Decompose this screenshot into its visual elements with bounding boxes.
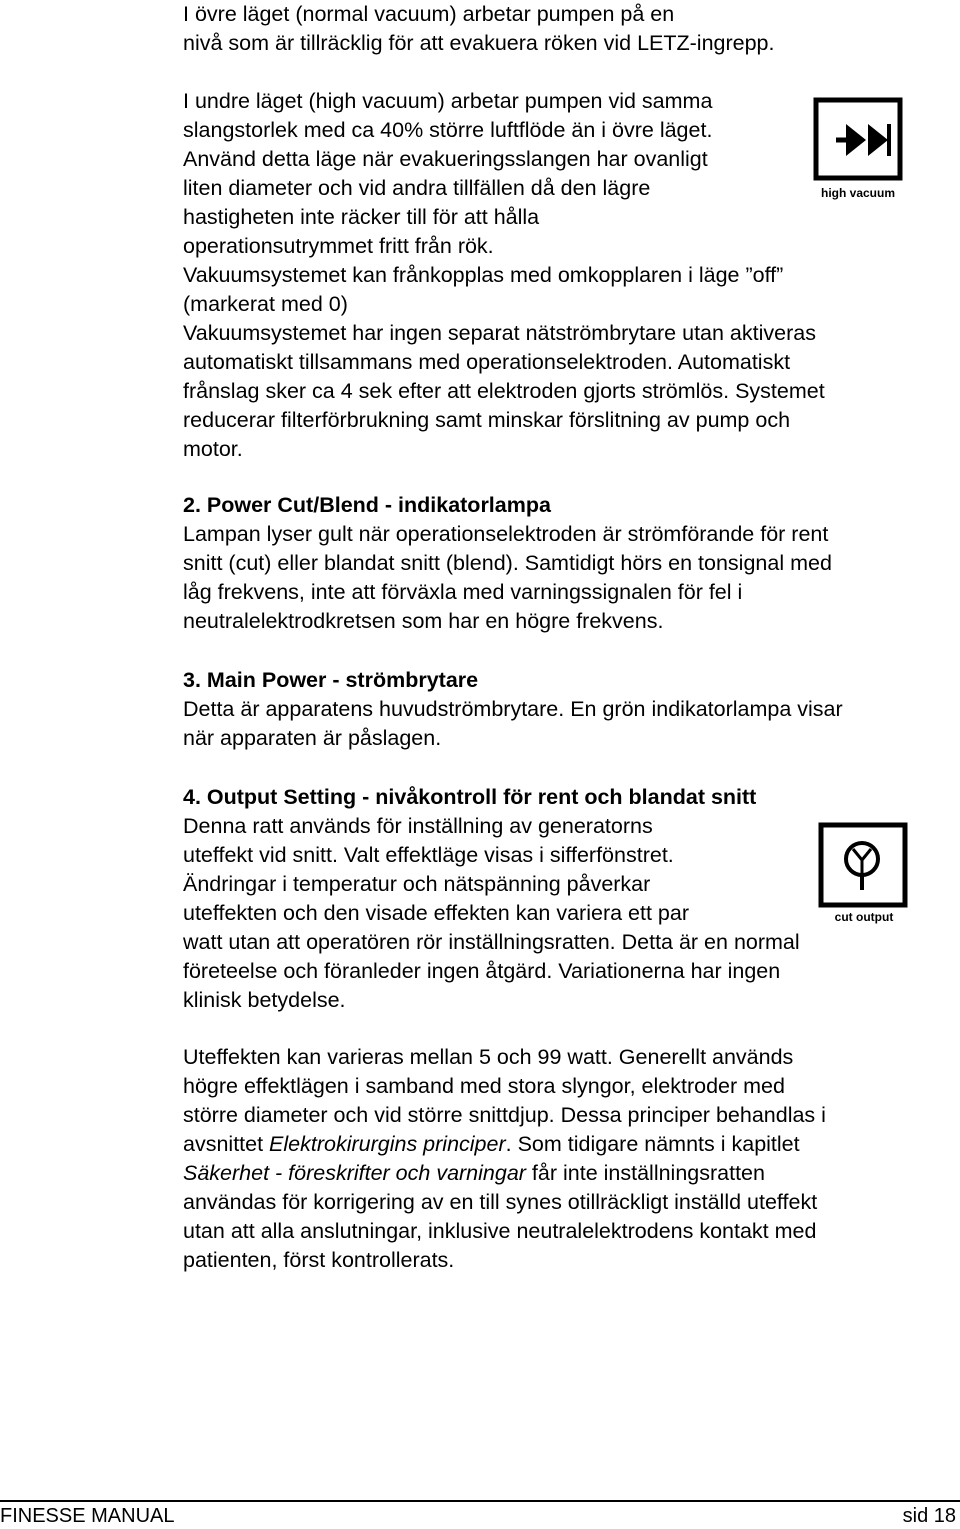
text-line: uteffekten och den visade effekten kan variera ett par	[183, 901, 689, 925]
text-line: Lampan lyser gult när operationselektroden är strömförande för rent	[183, 522, 829, 546]
vacuum-description	[183, 0, 825, 464]
text-line: användas för korrigering av en till synes otillräckligt inställd uteffekt	[183, 1190, 818, 1214]
high-vacuum-icon	[812, 96, 904, 209]
text-line: klinisk betydelse.	[183, 988, 346, 1012]
text-line: motor.	[183, 437, 243, 461]
high-vacuum-label: high vacuum	[820, 186, 896, 200]
section-heading: 3. Main Power - strömbrytare	[183, 668, 479, 692]
text-line: I undre läget (high vacuum) arbetar pumpen vid samma	[183, 89, 713, 113]
text-line: neutralelektrodkretsen som har en högre frekvens.	[183, 609, 664, 633]
text-line: patienten, först kontrollerats.	[183, 1248, 455, 1272]
chapter-reference: Säkerhet - föreskrifter och varningar	[183, 1161, 526, 1185]
footer-title: FINESSE MANUAL	[0, 1505, 175, 1527]
text-line: uteffekt vid snitt. Valt effektläge visas i sifferfönstret.	[183, 843, 674, 867]
text-line: Använd detta läge när evakueringsslangen har ovanligt	[183, 147, 708, 171]
text-line: I övre läget (normal vacuum) arbetar pumpen på en	[183, 2, 675, 26]
text-line: slangstorlek med ca 40% större luftflöde än i övre läget.	[183, 118, 713, 142]
text-line: Vakuumsystemet kan frånkopplas med omkopplaren i läge ”off”	[183, 263, 784, 287]
text-line: operationsutrymmet fritt från rök.	[183, 234, 494, 258]
text-line	[183, 58, 825, 87]
section-heading: 2. Power Cut/Blend - indikatorlampa	[183, 493, 551, 517]
text-segment: . Som tidigare nämnts i kapitlet	[505, 1132, 800, 1156]
text-line	[183, 1130, 826, 1159]
cut-output-icon	[818, 822, 910, 931]
text-line: watt utan att operatören rör inställningsratten. Detta är en normal	[183, 930, 800, 954]
text-line: låg frekvens, inte att förväxla med varningssignalen för fel i	[183, 580, 743, 604]
text-line: Detta är apparatens huvudströmbrytare. En grön indikatorlampa visar	[183, 697, 843, 721]
section-output-setting	[183, 783, 800, 1015]
text-line: reducerar filterförbrukning samt minskar förslitning av pump och	[183, 408, 791, 432]
text-line: utan att alla anslutningar, inklusive neutralelektrodens kontakt med	[183, 1219, 817, 1243]
text-segment: avsnittet	[183, 1132, 270, 1156]
page-number: sid 18	[902, 1505, 956, 1527]
cut-output-label: cut output	[834, 910, 894, 924]
output-range-paragraph	[183, 1043, 826, 1275]
text-line: Denna ratt används för inställning av generatorns	[183, 814, 653, 838]
section-heading: 4. Output Setting - nivåkontroll för rent och blandat snitt	[183, 785, 757, 809]
footer-rule	[0, 1500, 960, 1502]
text-segment: får inte inställningsratten	[525, 1161, 765, 1185]
text-line: snitt (cut) eller blandat snitt (blend). Samtidigt hörs en tonsignal med	[183, 551, 832, 575]
text-line: (markerat med 0)	[183, 292, 348, 316]
chapter-reference: Elektrokirurgins principer	[269, 1132, 506, 1156]
text-line: frånslag sker ca 4 sek efter att elektroden gjorts strömlös. Systemet	[183, 379, 825, 403]
text-line: Uteffekten kan varieras mellan 5 och 99 watt. Generellt används	[183, 1045, 794, 1069]
section-main-power	[183, 666, 843, 753]
text-line: företeelse och föranleder ingen åtgärd. Variationerna har ingen	[183, 959, 781, 983]
text-line: större diameter och vid större snittdjup. Dessa principer behandlas i	[183, 1103, 826, 1127]
text-line: nivå som är tillräcklig för att evakuera röken vid LETZ-ingrepp.	[183, 31, 775, 55]
text-line: liten diameter och vid andra tillfällen då den lägre	[183, 176, 651, 200]
text-line: Ändringar i temperatur och nätspänning påverkar	[183, 872, 651, 896]
text-line: hastigheten inte räcker till för att hålla	[183, 205, 540, 229]
text-line: Vakuumsystemet har ingen separat nätströmbrytare utan aktiveras	[183, 321, 816, 345]
text-line: när apparaten är påslagen.	[183, 726, 442, 750]
text-line: högre effektlägen i samband med stora slyngor, elektroder med	[183, 1074, 785, 1098]
text-line: automatiskt tillsammans med operationselektroden. Automatiskt	[183, 350, 791, 374]
section-power-cut-blend	[183, 491, 832, 636]
text-line	[183, 1159, 826, 1188]
